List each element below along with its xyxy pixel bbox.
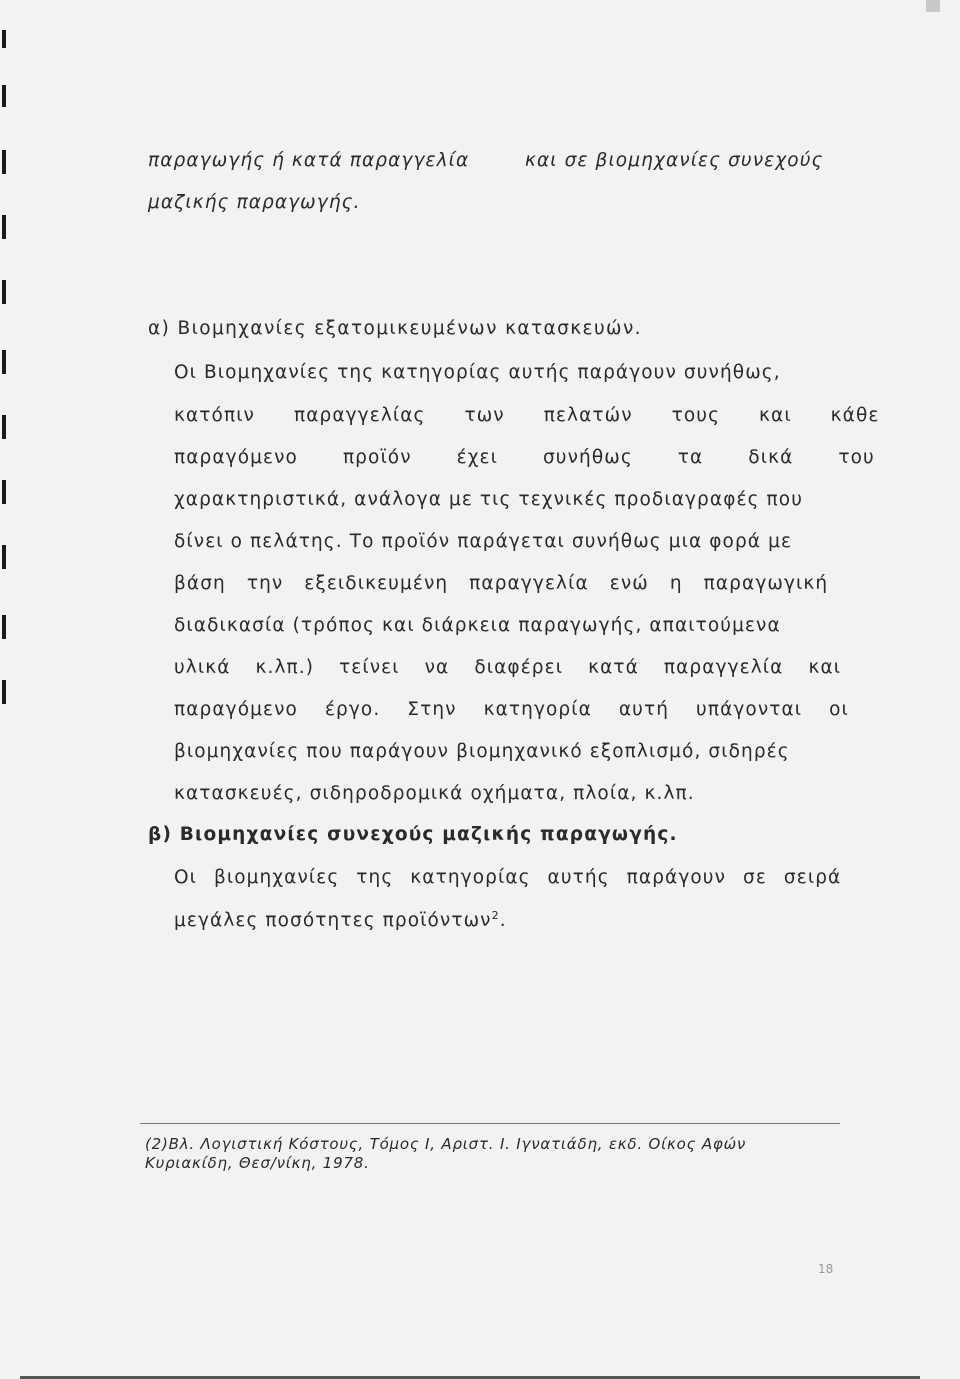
section-b-line-2 <box>174 909 507 931</box>
binding-mark <box>2 215 6 239</box>
binding-mark <box>2 30 6 48</box>
footnote-line-1: (2)Βλ. Λογιστική Κόστους, Τόμος Ι, Αριστ. Ι. Ιγνατιάδη, εκδ. Οίκος Αφών <box>145 1135 747 1153</box>
section-a-line-6: βάση την εξειδικευμένη παραγγελία ενώ η παραγωγική <box>174 573 829 594</box>
section-a-line-7: διαδικασία (τρόπος και διάρκεια παραγωγής, απαιτούμενα <box>174 615 781 636</box>
section-b-line-2-end: . <box>499 910 507 932</box>
section-a-line-2: κατόπιν παραγγελίας των πελατών τους και κάθε <box>174 405 880 426</box>
section-a-line-11: κατασκευές, σιδηροδρομικά οχήματα, πλοία, κ.λπ. <box>174 783 695 804</box>
section-a-line-9: παραγόμενο έργο. Στην κατηγορία αυτή υπάγονται οι <box>174 699 849 720</box>
section-a-heading <box>148 318 642 339</box>
section-b-heading: β) Βιομηχανίες συνεχούς μαζικής παραγωγής. <box>148 824 678 845</box>
binding-mark <box>2 350 6 374</box>
intro-line-1b: και σε βιομηχανίες συνεχούς <box>525 150 824 171</box>
footnote-line-2: Κυριακίδη, Θεσ/νίκη, 1978. <box>145 1154 370 1172</box>
page-number: 18 <box>818 1262 834 1276</box>
binding-mark <box>2 280 6 304</box>
section-b-line-2-text: μεγάλες ποσότητες προϊόντων <box>174 910 492 932</box>
binding-mark <box>2 545 6 569</box>
section-a-line-8: υλικά κ.λπ.) τείνει να διαφέρει κατά παραγγελία και <box>174 657 842 678</box>
corner-mark <box>926 0 940 12</box>
section-a-line-5: δίνει ο πελάτης. Το προϊόν παράγεται συνήθως μια φορά με <box>174 531 793 552</box>
section-a-line-4: χαρακτηριστικά, ανάλογα με τις τεχνικές προδιαγραφές που <box>174 489 803 510</box>
section-a-heading-text: α) Βιομηχανίες εξατομικευμένων κατασκευών. <box>148 318 642 339</box>
intro-line-1a: παραγωγής ή κατά παραγγελία <box>148 150 470 171</box>
footnote-rule <box>140 1123 840 1124</box>
binding-mark <box>2 615 6 639</box>
section-a-line-10: βιομηχανίες που παράγουν βιομηχανικό εξοπλισμό, σιδηρές <box>174 741 790 762</box>
binding-mark <box>2 480 6 504</box>
intro-line-2: μαζικής παραγωγής. <box>148 192 361 213</box>
binding-mark <box>2 85 6 107</box>
footnote-ref: 2 <box>491 909 500 922</box>
binding-mark <box>2 415 6 439</box>
binding-mark <box>2 150 6 174</box>
section-b-line-1: Οι βιομηχανίες της κατηγορίας αυτής παράγουν σε σειρά <box>174 867 842 888</box>
section-a-line-3: παραγόμενο προϊόν έχει συνήθως τα δικά του <box>174 447 875 468</box>
binding-mark <box>2 680 6 704</box>
section-a-line-1: Οι Βιομηχανίες της κατηγορίας αυτής παράγουν συνήθως, <box>174 362 781 383</box>
